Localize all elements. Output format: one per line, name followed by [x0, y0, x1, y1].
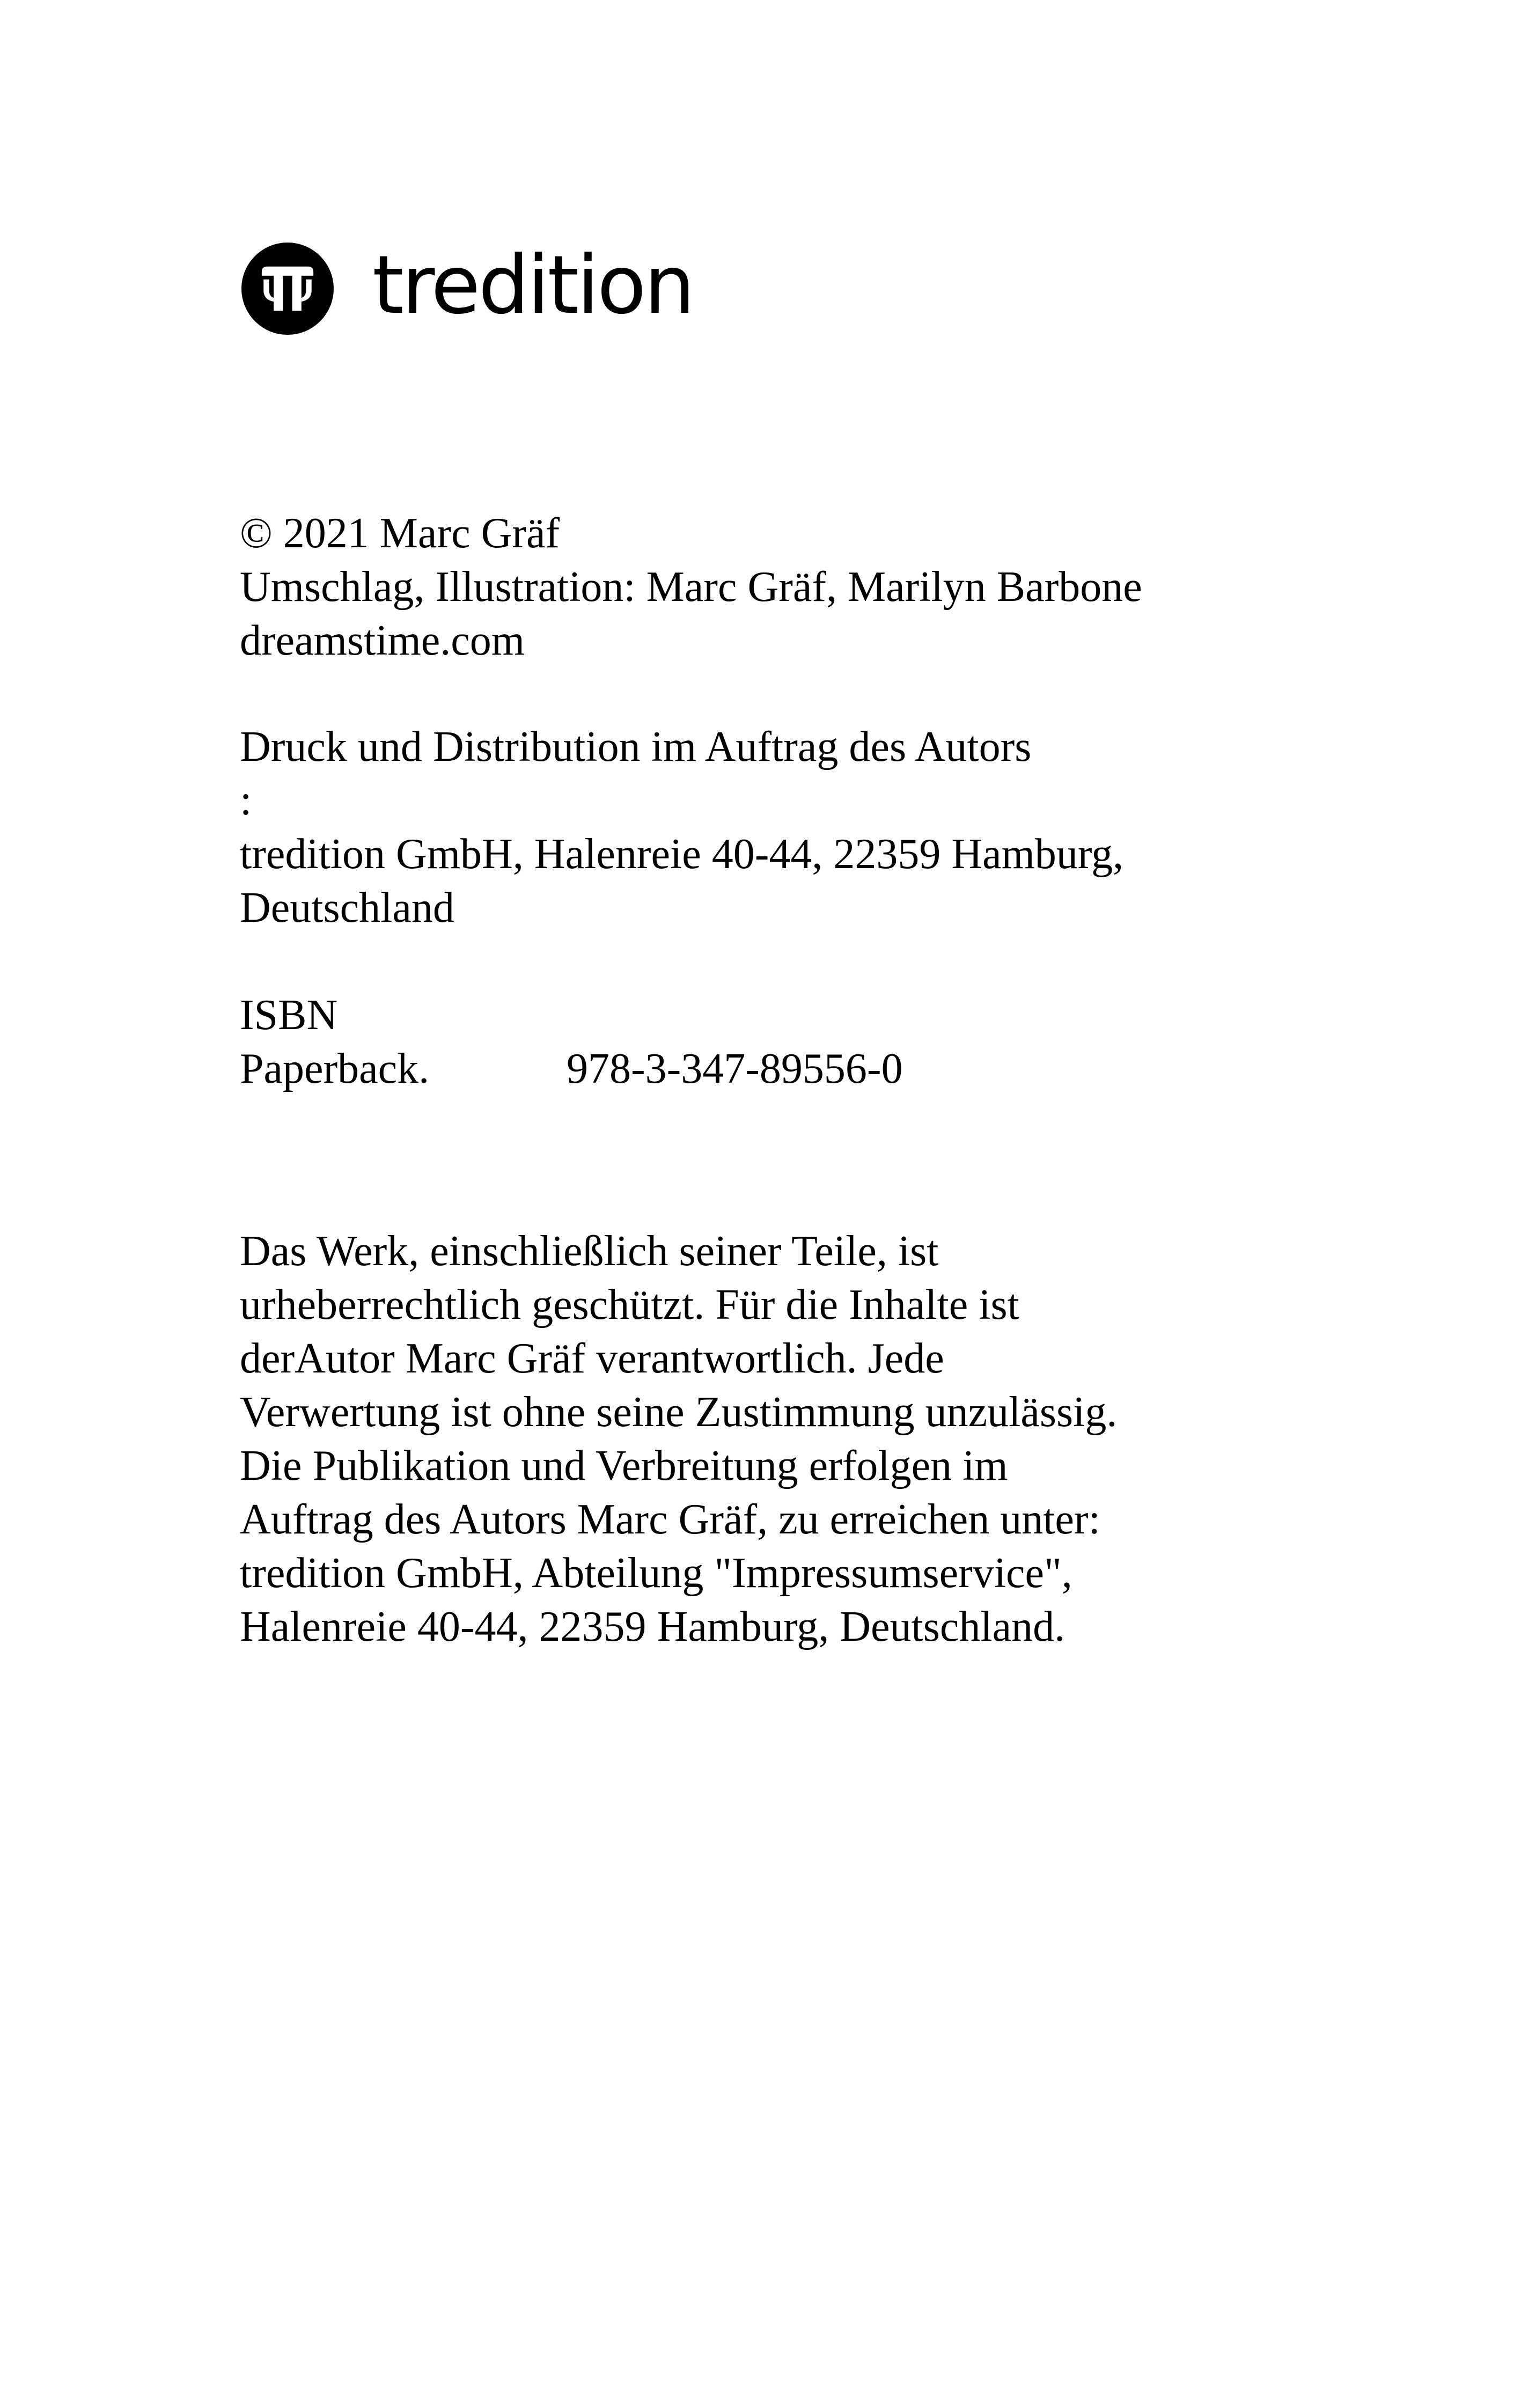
isbn-row: [240, 1042, 903, 1096]
legal-line: derAutor Marc Gräf verantwortlich. Jede: [240, 1335, 944, 1382]
isbn-number: 978-3-347-89556-0: [567, 1045, 903, 1092]
publisher-logo: [241, 240, 693, 337]
cover-credit-line: Umschlag, Illustration: Marc Gräf, Marilyn Barbone: [240, 563, 1142, 611]
distribution-block: [240, 720, 1123, 935]
isbn-block: [240, 988, 903, 1096]
isbn-label: ISBN: [240, 992, 338, 1039]
legal-line: Halenreie 40-44, 22359 Hamburg, Deutschland.: [240, 1603, 1066, 1650]
legal-notice-block: [240, 1224, 1117, 1654]
distribution-line-3: tredition GmbH, Halenreie 40-44, 22359 Hamburg,: [240, 831, 1124, 878]
publisher-logo-text: tredition: [372, 239, 693, 332]
legal-line: tredition GmbH, Abteilung "Impressumservice",: [240, 1550, 1072, 1597]
legal-line: Die Publikation und Verbreitung erfolgen im: [240, 1442, 1008, 1489]
copyright-line: © 2021 Marc Gräf: [240, 510, 560, 557]
distribution-line-2: :: [240, 777, 252, 824]
distribution-line-1: Druck und Distribution im Auftrag des Autors: [240, 723, 1032, 770]
legal-line: Auftrag des Autors Marc Gräf, zu erreichen unter:: [240, 1496, 1100, 1543]
legal-line: Verwertung ist ohne seine Zustimmung unzulässig.: [240, 1389, 1118, 1436]
copyright-block: [240, 506, 1142, 667]
tredition-logo-icon: [241, 243, 334, 335]
legal-line: urheberrechtlich geschützt. Für die Inhalte ist: [240, 1281, 1019, 1328]
distribution-line-4: Deutschland: [240, 884, 454, 931]
isbn-format: Paperback.: [240, 1045, 430, 1092]
legal-line: Das Werk, einschließlich seiner Teile, ist: [240, 1228, 939, 1275]
image-source-line: dreamstime.com: [240, 617, 525, 664]
